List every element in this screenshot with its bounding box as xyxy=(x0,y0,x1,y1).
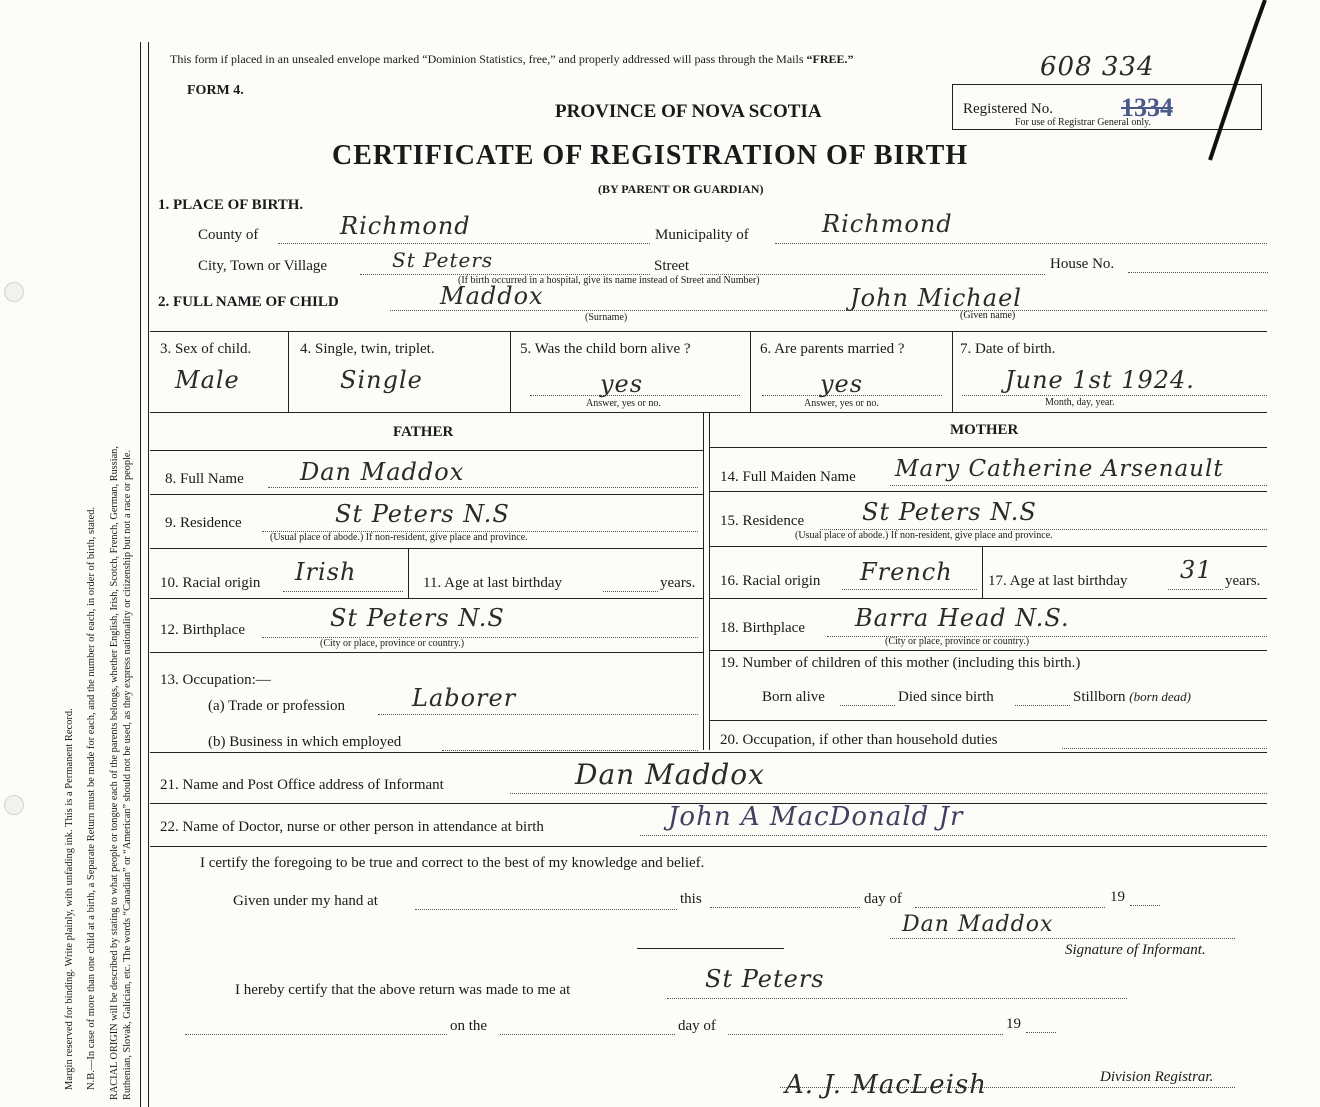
rule-certify xyxy=(150,846,1267,847)
plurality-label: 4. Single, twin, triplet. xyxy=(300,341,435,357)
racial-age-divider-mother xyxy=(982,546,983,598)
sex-label: 3. Sex of child. xyxy=(160,341,252,357)
father-heading: FATHER xyxy=(393,424,454,440)
mother-racial-label: 16. Racial origin xyxy=(720,573,821,589)
rule-mother-18 xyxy=(709,598,1267,599)
alive-value: yes xyxy=(600,370,644,398)
rule-mother-20 xyxy=(709,720,1267,721)
date-value: June 1st 1924. xyxy=(1005,366,1195,394)
rule-mother-15 xyxy=(709,491,1267,492)
mother-occupation-label: 20. Occupation, if other than household duties xyxy=(720,732,998,748)
municipality-line xyxy=(775,243,1267,244)
hospital-note: (If birth occurred in a hospital, give its name instead of Street and Number) xyxy=(458,275,760,286)
registrar-day-line xyxy=(500,1034,675,1035)
mother-occupation-line xyxy=(1062,748,1267,749)
born-dead-note: (born dead) xyxy=(1129,689,1192,704)
certify-year: 19 xyxy=(1110,889,1125,905)
mother-birthplace-label: 18. Birthplace xyxy=(720,620,805,636)
certify-month-line xyxy=(915,907,1105,908)
registered-note: For use of Registrar General only. xyxy=(1015,117,1151,128)
mother-name-value: Mary Catherine Arsenault xyxy=(895,456,1224,482)
mother-residence-note: (Usual place of abode.) If non-resident, give place and province. xyxy=(795,530,1053,541)
mother-age-label: 17. Age at last birthday xyxy=(988,573,1128,589)
rule-row3-top xyxy=(150,331,1267,332)
child-surname: Maddox xyxy=(440,282,544,310)
city-label: City, Town or Village xyxy=(198,258,328,274)
punch-hole-top xyxy=(4,282,24,302)
col-divider-2 xyxy=(510,331,511,412)
doctor-value: John A MacDonald Jr xyxy=(668,802,964,832)
city-value: St Peters xyxy=(392,248,494,272)
registrar-certify-text: I hereby certify that the above return was made to me at xyxy=(235,982,571,998)
surname-note: (Surname) xyxy=(585,312,628,323)
parents-divider-a xyxy=(703,412,704,750)
informant-signature: Dan Maddox xyxy=(902,912,1054,937)
father-age-label: 11. Age at last birthday xyxy=(423,575,562,591)
informant-line xyxy=(510,793,1267,794)
mother-residence-value: St Peters N.S xyxy=(862,498,1037,526)
margin-rule-inner xyxy=(148,42,149,1107)
parents-divider-b xyxy=(709,412,710,750)
certificate-title: CERTIFICATE OF REGISTRATION OF BIRTH xyxy=(332,140,969,171)
postal-note: This form if placed in an unsealed envelope marked “Dominion Statistics, free,” and properly addressed will pass through the Mails “FREE.” xyxy=(170,52,854,66)
father-racial-line xyxy=(283,591,403,592)
child-given-name: John Michael xyxy=(850,284,1022,312)
municipality-value: Richmond xyxy=(822,210,953,238)
place-heading: 1. PLACE OF BIRTH. xyxy=(158,197,304,213)
father-residence-note: (Usual place of abode.) If non-resident, give place and province. xyxy=(270,532,528,543)
registrar-place-line xyxy=(667,998,1127,999)
business-label: (b) Business in which employed xyxy=(208,734,402,750)
municipality-label: Municipality of xyxy=(655,227,749,243)
mother-residence-label: 15. Residence xyxy=(720,513,805,529)
plurality-value: Single xyxy=(340,366,423,394)
rule-mother-14 xyxy=(709,447,1267,448)
father-racial-value: Irish xyxy=(295,558,357,586)
trade-value: Laborer xyxy=(412,684,517,712)
certify-text: I certify the foregoing to be true and correct to the best of my knowledge and belief. xyxy=(200,855,705,871)
rule-father-10 xyxy=(150,548,703,549)
margin-note-2: N.B.—In case of more than one child at a birth, a Separate Return must be made for each, and the number of each, in order of birth, stated. xyxy=(86,506,97,1090)
certify-day-line xyxy=(710,907,860,908)
punch-hole-bottom xyxy=(4,795,24,815)
registrar-signature: A. J. MacLeish xyxy=(785,1070,987,1100)
father-name-line xyxy=(268,487,698,488)
county-line xyxy=(278,243,650,244)
stillborn-text: Stillborn xyxy=(1073,689,1126,705)
child-name-line xyxy=(390,310,1267,311)
alive-answer-note: Answer, yes or no. xyxy=(586,398,661,409)
registrar-year: 19 xyxy=(1006,1016,1021,1032)
rule-father-8 xyxy=(150,450,703,451)
informant-signature-line xyxy=(890,938,1235,939)
father-birthplace-note: (City or place, province or country.) xyxy=(320,638,465,649)
born-alive-label: Born alive xyxy=(762,689,825,705)
trade-line xyxy=(378,714,698,715)
registered-number: 1334 xyxy=(1121,93,1173,122)
father-age-line xyxy=(603,591,658,592)
division-registrar-label: Division Registrar. xyxy=(1100,1069,1214,1085)
mother-years: years. xyxy=(1225,573,1261,589)
rule-mother-19 xyxy=(709,650,1267,651)
date-note: Month, day, year. xyxy=(1045,397,1115,408)
registered-label: Registered No. xyxy=(963,101,1053,117)
margin-rule-outer xyxy=(140,42,141,1107)
registrar-day-of: day of xyxy=(678,1018,716,1034)
registrar-year-line xyxy=(1026,1032,1056,1033)
registrar-date-line xyxy=(185,1034,447,1035)
col-divider-4 xyxy=(952,331,953,412)
mother-birthplace-note: (City or place, province or country.) xyxy=(885,636,1030,647)
child-name-label: 2. FULL NAME OF CHILD xyxy=(158,294,339,310)
given-under-label: Given under my hand at xyxy=(233,893,378,909)
province-heading: PROVINCE OF NOVA SCOTIA xyxy=(555,101,822,122)
father-birthplace-label: 12. Birthplace xyxy=(160,622,245,638)
registrar-place-value: St Peters xyxy=(705,965,825,993)
mother-age-value: 31 xyxy=(1180,556,1213,584)
sex-value: Male xyxy=(175,366,240,394)
father-residence-value: St Peters N.S xyxy=(335,500,510,528)
house-line xyxy=(1128,272,1268,273)
alive-label: 5. Was the child born alive ? xyxy=(520,341,691,357)
rule-mother-16 xyxy=(709,546,1267,547)
mother-birthplace-value: Barra Head N.S. xyxy=(855,604,1070,632)
street-label: Street xyxy=(654,258,689,274)
margin-note-4: Ruthenian, Slovak, Galician, etc. The words “Canadian” or “American” should not be used, as they express nationality or citizenship but not a race or people. xyxy=(122,449,133,1100)
house-label: House No. xyxy=(1050,256,1115,272)
given-note: (Given name) xyxy=(960,310,1016,321)
married-label: 6. Are parents married ? xyxy=(760,341,905,357)
rule-father-12 xyxy=(150,598,703,599)
informant-label: 21. Name and Post Office address of Informant xyxy=(160,777,444,793)
father-residence-label: 9. Residence xyxy=(165,515,242,531)
rule-informant xyxy=(150,752,1267,753)
father-birthplace-value: St Peters N.S xyxy=(330,604,505,632)
separator-rule xyxy=(637,948,784,949)
father-occupation-label: 13. Occupation:— xyxy=(160,672,271,688)
father-years: years. xyxy=(660,575,696,591)
mother-name-line xyxy=(890,485,1267,486)
pen-stroke xyxy=(1180,0,1280,170)
stamp-number: 608 334 xyxy=(1040,52,1155,82)
children-count-label: 19. Number of children of this mother (including this birth.) xyxy=(720,655,1081,671)
certify-year-line xyxy=(1130,905,1160,906)
registrar-on-the: on the xyxy=(450,1018,488,1034)
date-label: 7. Date of birth. xyxy=(960,341,1056,357)
trade-label: (a) Trade or profession xyxy=(208,698,346,714)
county-label: County of xyxy=(198,227,259,243)
died-line xyxy=(1015,705,1070,706)
mother-heading: MOTHER xyxy=(950,422,1019,438)
died-label: Died since birth xyxy=(898,689,994,705)
racial-age-divider-father xyxy=(408,548,409,598)
married-value: yes xyxy=(820,370,864,398)
doctor-label: 22. Name of Doctor, nurse or other person in attendance at birth xyxy=(160,819,544,835)
rule-father-13 xyxy=(150,652,703,653)
mother-racial-value: French xyxy=(860,558,953,586)
mother-age-line xyxy=(1168,589,1223,590)
stillborn-label xyxy=(1073,689,1191,706)
certify-day-of: day of xyxy=(864,891,902,907)
col-divider-1 xyxy=(288,331,289,412)
county-value: Richmond xyxy=(340,212,471,240)
father-racial-label: 10. Racial origin xyxy=(160,575,261,591)
given-place-line xyxy=(415,909,677,910)
mother-racial-line xyxy=(842,589,977,590)
doctor-line xyxy=(640,835,1267,836)
form-number: FORM 4. xyxy=(187,83,244,98)
business-line xyxy=(442,750,698,751)
col-divider-3 xyxy=(750,331,751,412)
registrar-month-line xyxy=(728,1034,1003,1035)
certificate-subtitle: (BY PARENT OR GUARDIAN) xyxy=(598,182,764,196)
married-answer-note: Answer, yes or no. xyxy=(804,398,879,409)
signature-informant-label: Signature of Informant. xyxy=(1065,942,1206,958)
born-alive-line xyxy=(840,705,895,706)
date-line xyxy=(962,395,1267,396)
informant-value: Dan Maddox xyxy=(575,758,765,791)
rule-father-9 xyxy=(150,494,703,495)
father-name-label: 8. Full Name xyxy=(165,471,244,487)
margin-note-1: Margin reserved for binding. Write plainly, with unfading ink. This is a Permanent Record. xyxy=(64,708,75,1090)
certify-this: this xyxy=(680,891,702,907)
father-name-value: Dan Maddox xyxy=(300,458,465,486)
free-label: “FREE.” xyxy=(806,52,854,66)
mother-name-label: 14. Full Maiden Name xyxy=(720,469,856,485)
margin-note-3: RACIAL ORIGIN will be described by stating to what people or tongue each of the parents belongs, whether English, Irish, Scotch, French, German, Russian, xyxy=(109,446,120,1100)
